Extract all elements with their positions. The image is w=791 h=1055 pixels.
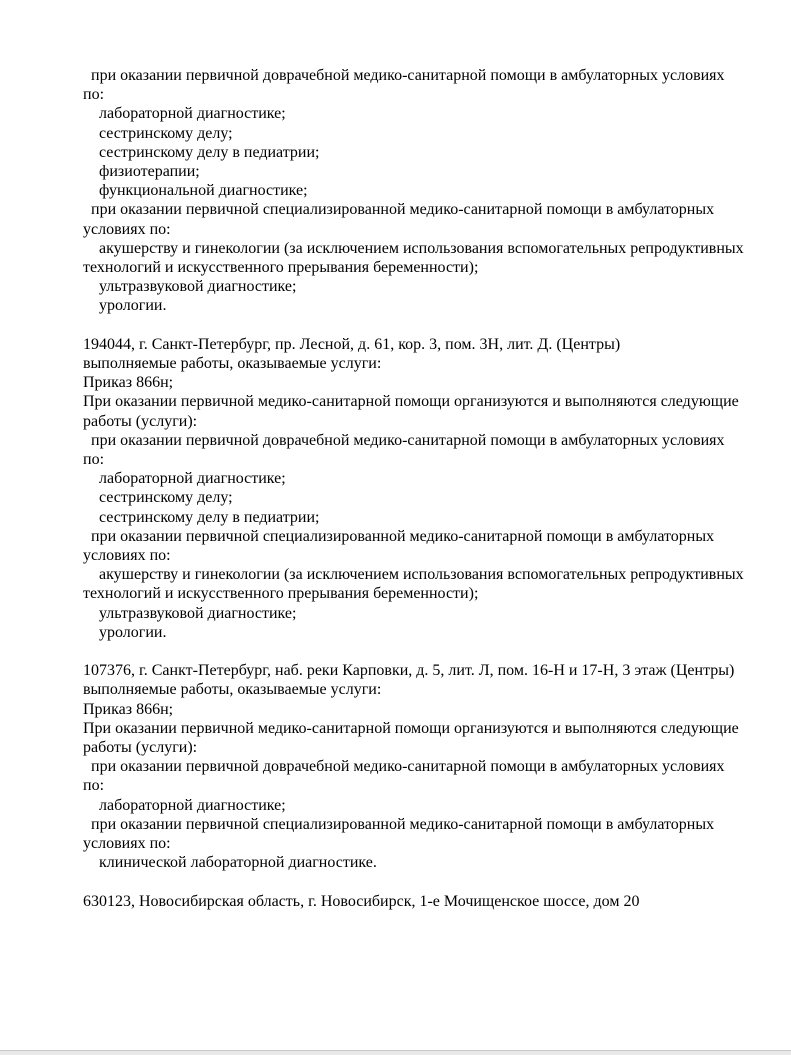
text-line: урологии. xyxy=(83,297,167,315)
text-line: 194044, г. Санкт-Петербург, пр. Лесной, д. 61, кор. 3, пом. 3Н, лит. Д. (Центры) xyxy=(83,335,621,353)
text-line: технологий и искусственного прерывания беременности); xyxy=(83,259,479,277)
text-line: функциональной диагностике; xyxy=(83,182,308,200)
text-line: 107376, г. Санкт-Петербург, наб. реки Карповки, д. 5, лит. Л, пом. 16-Н и 17-Н, 3 этаж (Центры) xyxy=(83,662,735,680)
text-line: ультразвуковой диагностике; xyxy=(83,604,297,622)
license-document-text xyxy=(83,66,771,911)
text-line: клинической лабораторной диагностике. xyxy=(83,854,377,872)
text-line: при оказании первичной доврачебной медико-санитарной помощи в амбулаторных условиях xyxy=(83,758,725,776)
text-line: выполняемые работы, оказываемые услуги: xyxy=(83,355,382,373)
text-line: 630123, Новосибирская область, г. Новосибирск, 1-е Мочищенское шоссе, дом 20 xyxy=(83,892,640,910)
text-line: При оказании первичной медико-санитарной помощи организуются и выполняются следующие xyxy=(83,393,739,411)
text-line: сестринскому делу; xyxy=(83,489,233,507)
text-line: условиях по: xyxy=(83,220,171,238)
text-line: Приказ 866н; xyxy=(83,700,174,718)
text-line: при оказании первичной специализированной медико-санитарной помощи в амбулаторных xyxy=(83,201,715,219)
text-line: сестринскому делу; xyxy=(83,124,233,142)
text-line: лабораторной диагностике; xyxy=(83,796,286,814)
text-line: сестринскому делу в педиатрии; xyxy=(83,143,320,161)
text-line: по: xyxy=(83,777,105,795)
text-line: выполняемые работы, оказываемые услуги: xyxy=(83,681,382,699)
text-line: ультразвуковой диагностике; xyxy=(83,278,297,296)
bottom-divider-bar xyxy=(0,1050,791,1055)
text-line: акушерству и гинекологии (за исключением использования вспомогательных репродуктивных xyxy=(83,566,744,584)
address-block-107376 xyxy=(83,661,771,872)
text-line: при оказании первичной доврачебной медико-санитарной помощи в амбулаторных условиях xyxy=(83,431,725,449)
text-line: Приказ 866н; xyxy=(83,374,174,392)
text-line: по: xyxy=(83,86,105,104)
text-line: работы (услуги): xyxy=(83,739,198,757)
text-line: технологий и искусственного прерывания беременности); xyxy=(83,585,479,603)
text-line: условиях по: xyxy=(83,835,171,853)
text-line: физиотерапии; xyxy=(83,163,200,181)
text-line: акушерству и гинекологии (за исключением использования вспомогательных репродуктивных xyxy=(83,239,744,257)
text-line: при оказании первичной доврачебной медико-санитарной помощи в амбулаторных условиях xyxy=(83,67,725,84)
text-line: лабораторной диагностике; xyxy=(83,105,286,123)
text-line: лабораторной диагностике; xyxy=(83,470,286,488)
text-line: При оказании первичной медико-санитарной помощи организуются и выполняются следующие xyxy=(83,719,739,737)
text-line: при оказании первичной специализированной медико-санитарной помощи в амбулаторных xyxy=(83,527,715,545)
address-block-630123 xyxy=(83,892,771,911)
address-block-194044 xyxy=(83,335,771,642)
text-line: по: xyxy=(83,451,105,469)
text-line: при оказании первичной специализированной медико-санитарной помощи в амбулаторных xyxy=(83,815,715,833)
text-line: сестринскому делу в педиатрии; xyxy=(83,508,320,526)
text-line: работы (услуги): xyxy=(83,412,198,430)
text-line: условиях по: xyxy=(83,547,171,565)
license-works-list-continuation xyxy=(83,66,771,316)
text-line: урологии. xyxy=(83,623,167,641)
